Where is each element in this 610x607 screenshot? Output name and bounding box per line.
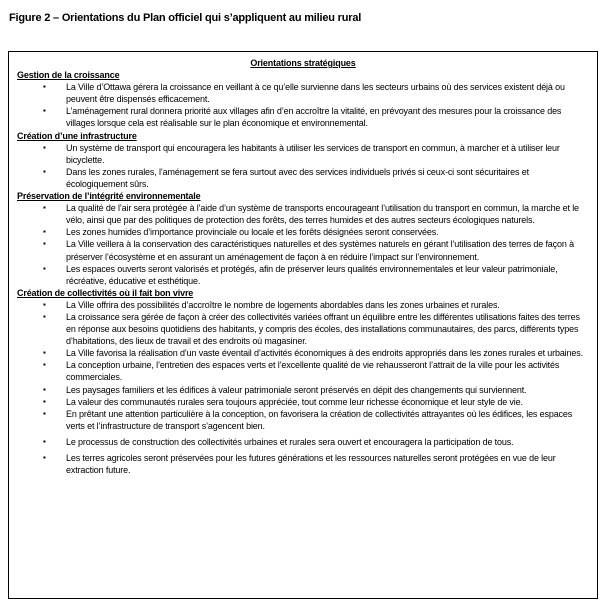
section-heading: Création d’une infrastructure	[17, 130, 137, 141]
item-list	[17, 299, 589, 476]
item-text: La Ville offrira des possibilités d’accroître le nombre de logements abordables dans les zones urbaines et rurales.	[66, 299, 500, 310]
bullet-icon: ▪	[43, 396, 46, 406]
item-text: En prêtant une attention particulière à la conception, on favorisera la création de collectivités attrayantes où les édifices, les espaces verts et l’infrastructure de transport s’agencent bien.	[66, 408, 573, 431]
item-text: La conception urbaine, l’entretien des espaces verts et l’excellente qualité de vie rehausseront l’attrait de la ville pour les activités commerciales.	[66, 360, 560, 383]
bullet-icon: ▪	[43, 82, 46, 92]
bullet-icon: ▪	[43, 348, 46, 358]
item-text: Les espaces ouverts seront valorisés et protégés, afin de préserver leurs qualités environnementales et leur valeur patrimoniale, récréative, éducative et esthétique.	[66, 263, 558, 286]
list-item	[17, 263, 589, 287]
list-item	[17, 384, 589, 396]
item-text: Le processus de construction des collectivités urbaines et rurales sera ouvert et encouragera la participation de tous.	[66, 436, 514, 447]
list-item	[17, 347, 589, 359]
list-item	[17, 226, 589, 238]
item-list	[17, 202, 589, 287]
item-list	[17, 81, 589, 129]
item-text: La croissance sera gérée de façon à créer des collectivités variées offrant un équilibre entre les différentes utilisations faites des terres en réponse aux besoins quotidiens des habitants, y compris des écoles, des installations communautaires, des parcs, différents types d’habitations, des lieux de travail et des endroits où magasiner.	[66, 311, 580, 347]
bullet-icon: ▪	[43, 263, 46, 273]
section-infrastructure	[17, 130, 589, 190]
item-text: Les zones humides d’importance provinciale ou locale et les forêts désignées seront conservées.	[66, 227, 439, 238]
list-item	[17, 311, 589, 347]
item-text: La Ville d’Ottawa gérera la croissance en veillant à ce qu’elle survienne dans les secteurs urbains où des services existent déjà ou peuvent être dispensés efficacement.	[66, 82, 565, 105]
list-item	[17, 166, 589, 190]
bullet-icon: ▪	[43, 453, 46, 462]
item-list	[17, 142, 589, 190]
list-item	[17, 408, 589, 432]
list-item	[17, 142, 589, 166]
section-communities	[17, 287, 589, 476]
list-item	[17, 359, 589, 383]
section-environment	[17, 190, 589, 287]
list-item	[17, 81, 589, 105]
item-text: L’aménagement rural donnera priorité aux villages afin d’en accroître la vitalité, en prévoyant des mesures pour la croissance des villages lorsque cela est réalisable sur le plan économique et environnemental.	[66, 106, 562, 129]
bullet-icon: ▪	[43, 384, 46, 394]
bullet-icon: ▪	[43, 360, 46, 370]
item-text: Les paysages familiers et les édifices à valeur patrimoniale seront préservés en dépit des changements qui surviennent.	[66, 384, 527, 395]
bullet-icon: ▪	[43, 227, 46, 237]
bullet-icon: ▪	[43, 436, 46, 446]
item-text: La Ville favorisa la réalisation d’un vaste éventail d’activités économiques à des endroits appropriés dans les zones rurales et urbaines.	[66, 348, 583, 359]
item-text: Dans les zones rurales, l’aménagement se fera surtout avec des services individuels privés si ceux-ci sont sécuritaires et écologiquement sûrs.	[66, 166, 529, 189]
item-text: La valeur des communautés rurales sera toujours appréciée, tout comme leur richesse économique et leur style de vie.	[66, 396, 523, 407]
item-text: Les terres agricoles seront préservées pour les futures générations et les ressources naturelles seront protégées en vue de leur extraction future.	[66, 453, 556, 476]
list-item	[17, 436, 589, 448]
section-heading: Création de collectivités où il fait bon vivre	[17, 287, 194, 298]
bullet-icon: ▪	[43, 408, 46, 418]
section-heading: Gestion de la croissance	[17, 70, 120, 81]
list-item	[17, 452, 589, 476]
section-heading: Préservation de l’intégrité environnementale	[17, 191, 201, 202]
item-text: La Ville veillera à la conservation des caractéristiques naturelles et des systèmes naturels en gérant l’utilisation des terres de façon à préserver l’écosystème et en assurant un aménagement de façon à en réduire l’impact sur l’environnement.	[66, 239, 574, 262]
list-item	[17, 396, 589, 408]
bullet-icon: ▪	[43, 299, 46, 309]
item-text: Un système de transport qui encouragera les habitants à utiliser les services de transport en commun, à marcher et à utiliser leur bicyclette.	[66, 142, 560, 165]
figure-title: Figure 2 – Orientations du Plan officiel qui s’appliquent au milieu rural	[9, 12, 362, 24]
bullet-icon: ▪	[43, 166, 46, 176]
list-item	[17, 238, 589, 262]
section-growth-management	[17, 69, 589, 129]
bullet-icon: ▪	[43, 106, 46, 116]
bullet-icon: ▪	[43, 239, 46, 249]
list-item	[17, 202, 589, 226]
orientations-box	[8, 51, 598, 599]
box-title: Orientations stratégiques	[250, 58, 356, 68]
bullet-icon: ▪	[43, 142, 46, 152]
list-item	[17, 299, 589, 311]
item-text: La qualité de l’air sera protégée à l’aide d’un système de transports encourageant l’utilisation du transport en commun, la marche et le vélo, ainsi que par des politiques de protection des forêts, des terres humides et des autres secteurs écologiques naturels.	[66, 203, 579, 226]
list-item	[17, 105, 589, 129]
bullet-icon: ▪	[43, 203, 46, 213]
bullet-icon: ▪	[43, 311, 46, 321]
